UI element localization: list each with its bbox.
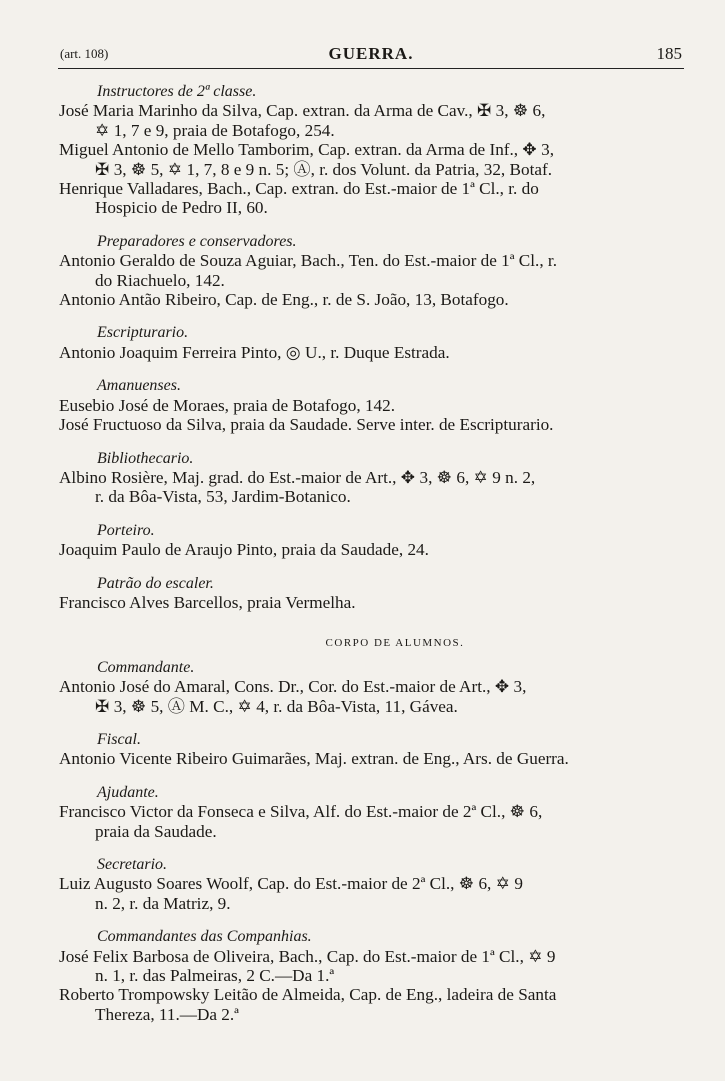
entry-continuation: Thereza, 11.—Da 2.ª — [95, 1004, 239, 1024]
entry-line: Miguel Antonio de Mello Tamborim, Cap. extran. da Arma de Inf., ✥ 3, — [59, 140, 554, 160]
section-gap — [59, 218, 691, 228]
section-gap — [59, 507, 691, 517]
entry-line: Eusebio José de Moraes, praia de Botafogo, 142. — [59, 395, 396, 415]
directory-entry — [59, 179, 691, 218]
directory-entry — [59, 101, 691, 140]
entry-continuation: ✡ 1, 7 e 9, praia de Botafogo, 254. — [95, 120, 335, 140]
entry-continuation: Hospicio de Pedro II, 60. — [95, 198, 268, 218]
header-rule — [58, 68, 684, 69]
section-gap — [59, 309, 691, 319]
directory-entry — [59, 251, 691, 290]
section-gap — [59, 716, 691, 726]
directory-entry — [59, 343, 691, 362]
directory-entry — [59, 985, 691, 1024]
section-gap — [59, 362, 691, 372]
article-ref: (art. 108) — [60, 46, 109, 61]
entry-line: Antonio Joaquim Ferreira Pinto, ◎ U., r. Duque Estrada. — [59, 342, 450, 362]
entry-continuation: ✠ 3, ☸ 5, Ⓐ M. C., ✡ 4, r. da Bôa-Vista, 11, Gávea. — [95, 696, 458, 716]
entry-line: Antonio Geraldo de Souza Aguiar, Bach., Ten. do Est.-maior de 1ª Cl., r. — [59, 251, 558, 271]
directory-entry — [59, 140, 691, 179]
directory-entry — [59, 874, 691, 913]
directory-entry — [59, 540, 691, 559]
section-gap — [59, 913, 691, 923]
directory-entry — [59, 396, 691, 415]
entry-line: Roberto Trompowsky Leitão de Almeida, Cap. de Eng., ladeira de Santa — [59, 985, 557, 1005]
entry-line: Henrique Valladares, Bach., Cap. extran. do Est.-maior de 1ª Cl., r. do — [59, 179, 539, 199]
entry-line: José Fructuoso da Silva, praia da Saudade. Serve inter. de Escripturario. — [59, 415, 554, 435]
entry-continuation: do Riachuelo, 142. — [95, 270, 225, 290]
directory-entry — [59, 802, 691, 841]
entry-continuation: praia da Saudade. — [95, 821, 217, 841]
entry-continuation: ✠ 3, ☸ 5, ✡ 1, 7, 8 e 9 n. 5; Ⓐ, r. dos Volunt. da Patria, 32, Botaf. — [95, 159, 553, 179]
entry-line: Albino Rosière, Maj. grad. do Est.-maior de Art., ✥ 3, ☸ 6, ✡ 9 n. 2, — [59, 467, 536, 487]
section-title: Escripturario. — [97, 324, 189, 342]
section-gap — [59, 612, 691, 622]
entry-line: José Felix Barbosa de Oliveira, Bach., Cap. do Est.-maior de 1ª Cl., ✡ 9 — [59, 946, 556, 966]
section-gap — [59, 769, 691, 779]
page-number: 185 — [656, 44, 682, 63]
entry-continuation: n. 2, r. da Matriz, 9. — [95, 893, 231, 913]
page-header — [60, 44, 682, 68]
section-title: Amanuenses. — [97, 377, 181, 395]
directory-entry — [59, 468, 691, 507]
entry-continuation: n. 1, r. das Palmeiras, 2 C.—Da 1.ª — [95, 966, 335, 986]
section-title: Commandantes das Companhias. — [97, 928, 312, 946]
section-title: Porteiro. — [97, 521, 155, 539]
directory-entry — [59, 749, 691, 768]
section-title: Instructores de 2ª classe. — [97, 83, 257, 100]
entry-line: José Maria Marinho da Silva, Cap. extran. da Arma de Cav., ✠ 3, ☸ 6, — [59, 101, 546, 121]
entry-line: Francisco Victor da Fonseca e Silva, Alf. do Est.-maior de 2ª Cl., ☸ 6, — [59, 802, 543, 822]
entry-line: Antonio Antão Ribeiro, Cap. de Eng., r. de S. João, 13, Botafogo. — [59, 290, 509, 310]
section-gap — [59, 435, 691, 445]
directory-entry — [59, 947, 691, 986]
entry-line: Antonio Vicente Ribeiro Guimarães, Maj. extran. de Eng., Ars. de Guerra. — [59, 749, 569, 769]
entry-continuation: r. da Bôa-Vista, 53, Jardim-Botanico. — [95, 487, 351, 507]
entry-line: Francisco Alves Barcellos, praia Vermelha. — [59, 592, 356, 612]
corpo-title: CORPO DE ALUMNOS. — [325, 637, 465, 650]
section-title: Fiscal. — [97, 730, 141, 748]
section-gap — [59, 1024, 691, 1034]
section-gap — [59, 560, 691, 570]
directory-entry — [59, 593, 691, 612]
directory-entry — [59, 415, 691, 434]
directory-entry — [59, 290, 691, 309]
section-title: Secretario. — [97, 856, 168, 873]
section-title: Preparadores e conservadores. — [97, 232, 297, 250]
entry-line: Luiz Augusto Soares Woolf, Cap. do Est.-maior de 2ª Cl., ☸ 6, ✡ 9 — [59, 874, 523, 894]
directory-content — [59, 78, 691, 1034]
section-title: Commandante. — [97, 658, 195, 676]
directory-entry — [59, 677, 691, 716]
section-gap — [59, 841, 691, 851]
entry-line: Joaquim Paulo de Araujo Pinto, praia da Saudade, 24. — [59, 540, 429, 560]
section-title: Ajudante. — [97, 783, 159, 801]
section-title: Patrão do escaler. — [97, 574, 214, 592]
entry-line: Antonio José do Amaral, Cons. Dr., Cor. do Est.-maior de Art., ✥ 3, — [59, 677, 527, 697]
section-title: Bibliothecario. — [97, 449, 194, 467]
running-title: GUERRA. — [328, 44, 414, 63]
